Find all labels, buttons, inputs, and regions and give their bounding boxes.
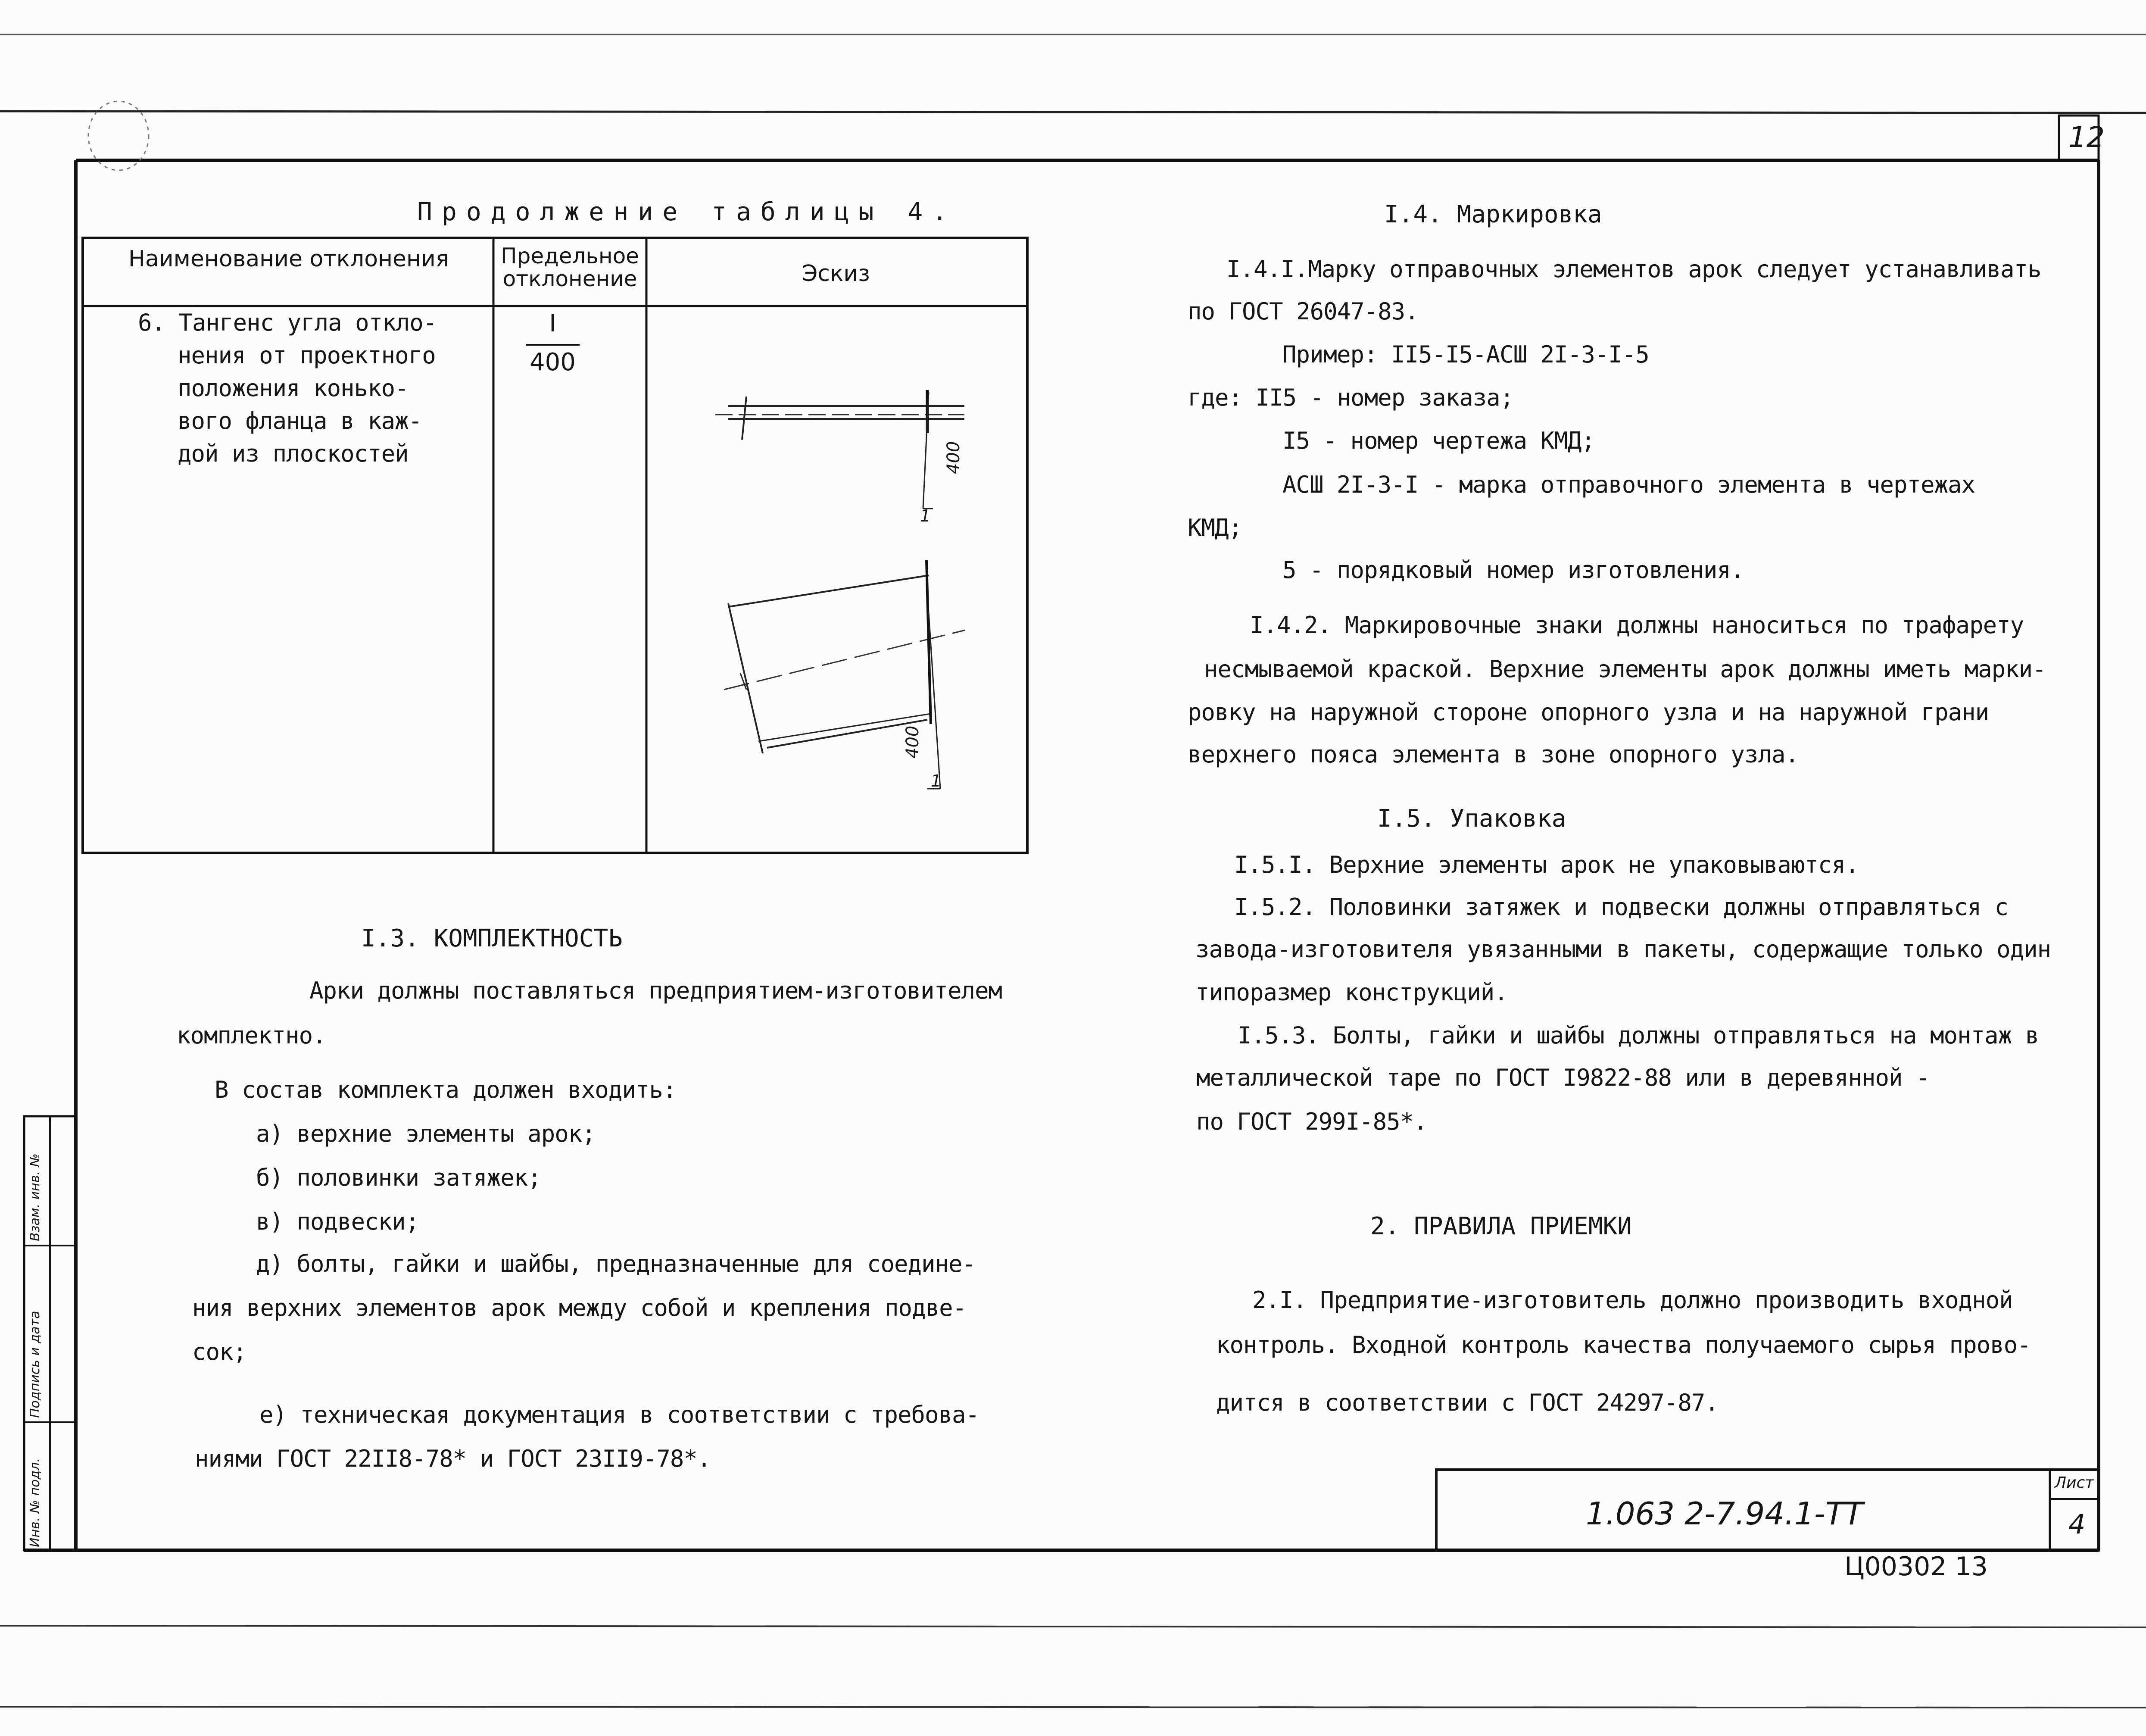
side-stamp-signature: Подпись и дата [28,1311,43,1418]
text-line: 2.I. Предприятие-изготовитель должно производить входной [1252,1286,2013,1314]
text-line: ниями ГОСТ 22II8-78* и ГОСТ 23II9-78*. [195,1445,711,1472]
text-line: I.4.2. Маркировочные знаки должны наноситься по трафарету [1250,612,2024,639]
sheet-number: 4 [2068,1508,2086,1540]
text-line: КМД; [1188,514,1242,541]
sketch-dimension: 400 [903,725,923,759]
row-name-line: положения конько- [178,375,409,402]
text-line: В состав комплекта должен входить: [215,1076,677,1103]
text-line: сок; [192,1338,247,1365]
list-item: д) болты, гайки и шайбы, предназначенные для соедине- [256,1250,976,1277]
text-line: I.5.I. Верхние элементы арок не упаковываются. [1234,851,1859,878]
text-line: ния верхних элементов арок между собой и крепления подве- [192,1294,967,1321]
table-header-limit: Предельное отклонение [501,244,639,291]
text-line: металлической таре по ГОСТ I9822-88 или в деревянной - [1196,1064,1930,1091]
text-line: 5 - порядковый номер изготовления. [1282,556,1744,584]
section-1-3-title: I.3. КОМПЛЕКТНОСТЬ [361,924,623,952]
row-name-line: нения от проектного [178,342,436,369]
section-1-4-title: I.4. Маркировка [1384,200,1602,228]
text-line: несмываемой краской. Верхние элементы арок должны иметь марки- [1204,656,2046,683]
text-line: где: II5 - номер заказа; [1188,384,1514,411]
text-line: I.5.2. Половинки затяжек и подвески должны отправляться с [1234,893,2009,921]
text-line: I.4.I.Марку отправочных элементов арок следует устанавливать [1226,256,2041,283]
limit-denominator: 400 [530,348,576,376]
list-item: в) подвески; [256,1208,419,1235]
text-line: типоразмер конструкций. [1195,979,1508,1006]
document-designation: 1.063 2-7.94.1-ТТ [1586,1496,1863,1532]
side-stamp-replacement: Взам. инв. № [28,1153,43,1241]
row-name-line: дой из плоскостей [178,440,409,467]
text-line: Пример: II5-I5-АСШ 2I-3-I-5 [1282,341,1649,368]
archive-number: Ц00302 13 [1844,1552,1988,1582]
list-item: е) техническая документация в соответствии с требова- [259,1401,979,1428]
text-line: по ГОСТ 26047-83. [1188,298,1419,325]
text-line: комплектно. [177,1022,326,1049]
text-line: по ГОСТ 299I-85*. [1196,1108,1427,1135]
list-item: а) верхние элементы арок; [256,1120,596,1147]
text-line: I5 - номер чертежа КМД; [1282,427,1595,454]
text-line: АСШ 2I-3-I - марка отправочного элемента в чертежах [1282,471,1975,498]
text-line: дится в соответствии с ГОСТ 24297-87. [1216,1389,1719,1416]
table-header-sketch: Эскиз [802,261,870,287]
list-item: б) половинки затяжек; [256,1164,541,1191]
table-title: Продолжение таблицы 4. [417,197,957,226]
sketch-mark: 1 [931,771,942,790]
text-line: I.5.3. Болты, гайки и шайбы должны отправляться на монтаж в [1238,1022,2039,1049]
text-line: контроль. Входной контроль качества получаемого сырья прово- [1216,1331,2031,1358]
sheet-label: Лист [2055,1474,2094,1492]
text-line: верхнего пояса элемента в зоне опорного узла. [1188,741,1799,768]
sketch-mark: 1 [920,506,931,525]
section-1-5-title: I.5. Упаковка [1377,805,1566,833]
table-header-name: Наименование отклонения [128,246,449,272]
row-name-line: 6. Тангенс угла откло- [138,309,437,336]
text-line: ровку на наружной стороне опорного узла и на наружной грани [1188,699,1989,726]
text-line: Арки должны поставляться предприятием-изготовителем [309,977,1002,1004]
side-stamp-inventory: Инв. № подл. [28,1458,43,1547]
sketch-dimension: 400 [944,441,964,474]
row-name-line: вого фланца в каж- [178,407,422,434]
section-2-title: 2. ПРАВИЛА ПРИЕМКИ [1370,1212,1632,1240]
text-line: завода-изготовителя увязанными в пакеты, содержащие только один [1195,936,2051,963]
page-number: 12 [2068,121,2105,154]
limit-numerator: I [549,309,556,337]
